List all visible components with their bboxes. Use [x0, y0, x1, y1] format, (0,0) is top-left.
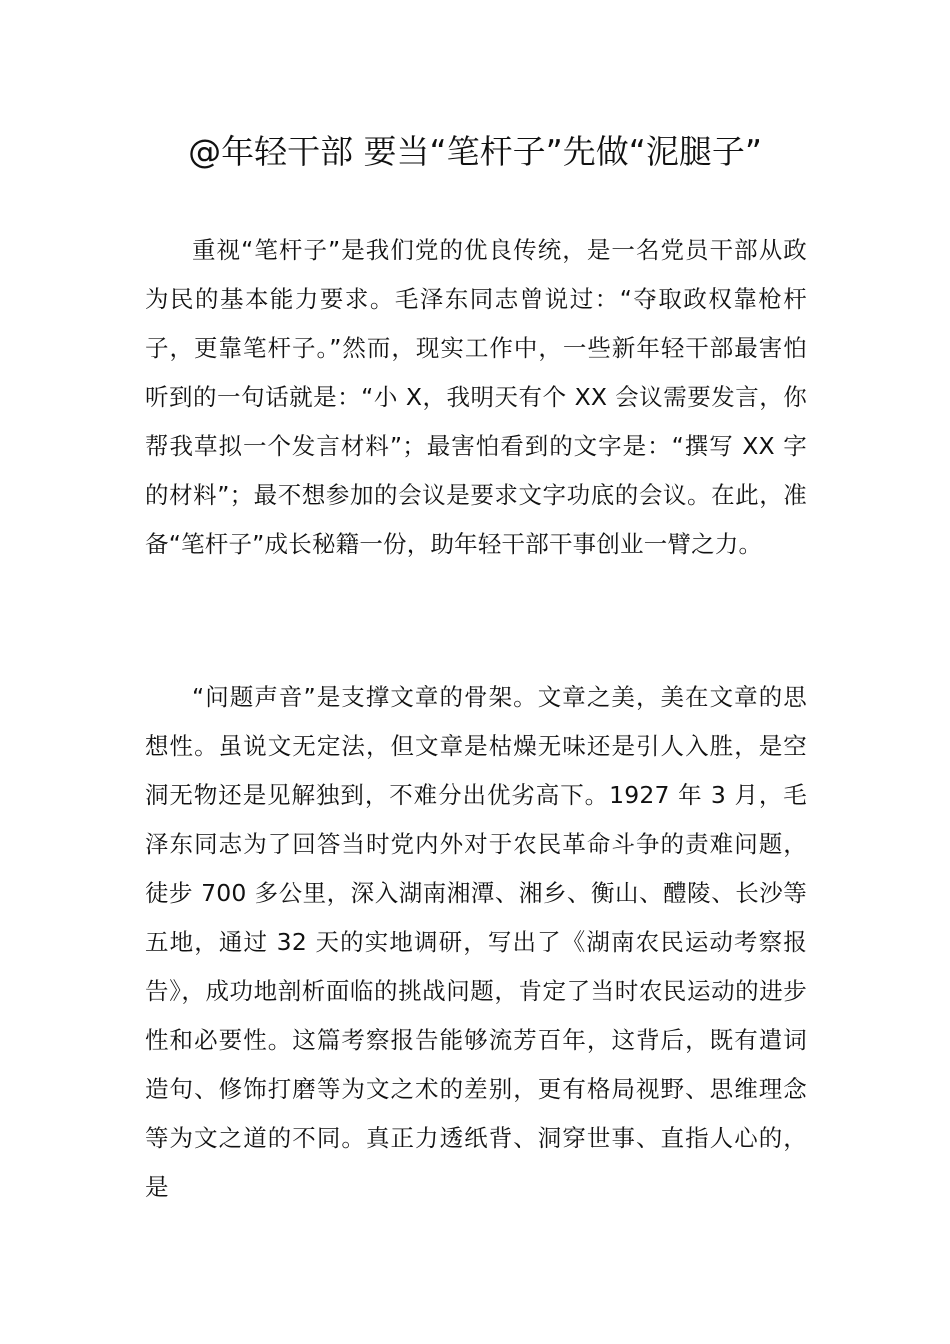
paragraph-1: 重视“笔杆子”是我们党的优良传统，是一名党员干部从政为民的基本能力要求。毛泽东同志曾说过：“夺取政权靠枪杆子，更靠笔杆子。”然而，现实工作中，一些新年轻干部最害怕听到的一句话就是：“小 X，我明天有个 XX 会议需要发言，你帮我草拟一个发言材料”；最害怕看到的文字是：“撰写 XX 字的材料”；最不想参加的会议是要求文字功底的会议。在此，准备“笔杆子”成长秘籍一份，助年轻干部干事创业一臂之力。: [145, 236, 807, 558]
paragraph-2: “问题声音”是支撑文章的骨架。文章之美，美在文章的思想性。虽说文无定法，但文章是枯燥无味还是引人入胜，是空洞无物还是见解独到，不难分出优劣高下。1927 年 3 月，毛泽东同志为了回答当时党内外对于农民革命斗争的责难问题，徒步 700 多公里，深入湖南湘潭、湘乡、衡山、醴陵、长沙等五地，通过 32 天的实地调研，写出了《湖南农民运动考察报告》，成功地剖析面临的挑战问题，肯定了当时农民运动的进步性和必要性。这篇考察报告能够流芳百年，这背后，既有遣词造句、修饰打磨等为文之术的差别，更有格局视野、思维理念等为文之道的不同。真正力透纸背、洞穿世事、直指人心的，是: [145, 683, 807, 1201]
document-title: @年轻干部 要当“笔杆子”先做“泥腿子”: [188, 132, 762, 171]
